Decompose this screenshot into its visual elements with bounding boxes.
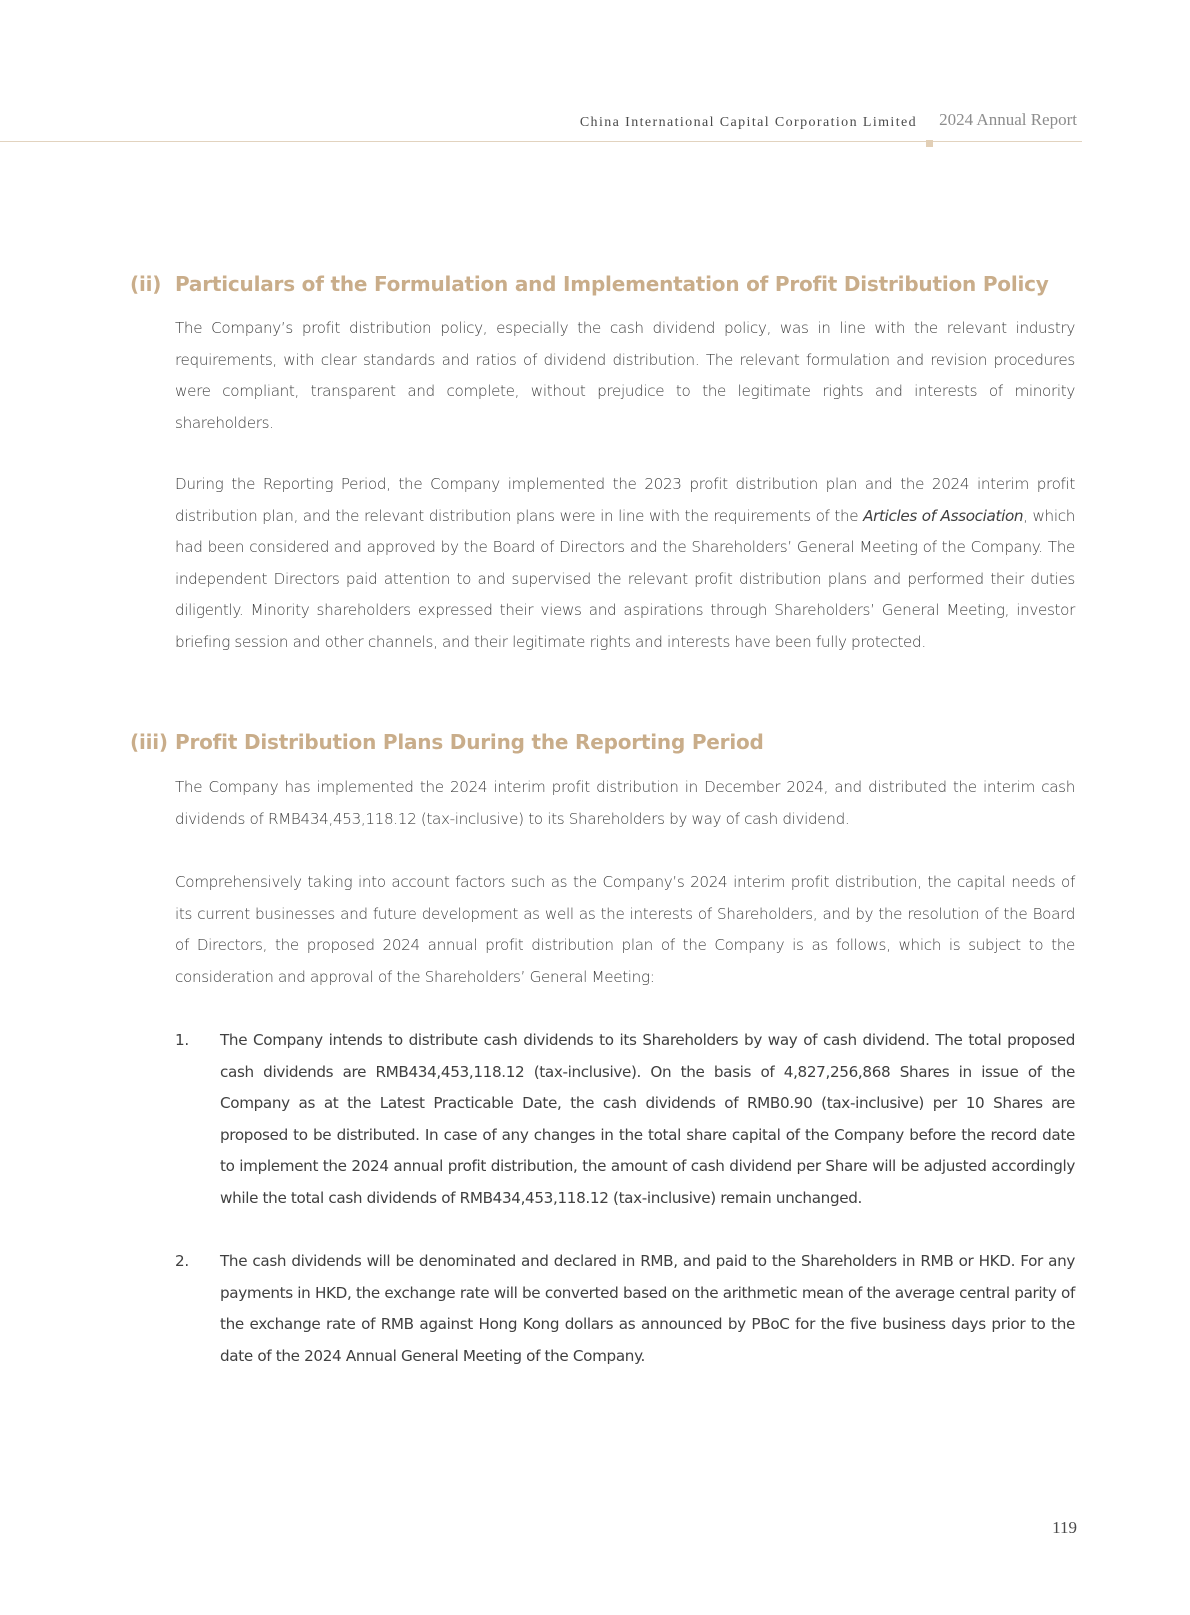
- header-square-marker-icon: [926, 140, 933, 147]
- list-item-text: The Company intends to distribute cash dividends to its Shareholders by way of cash dividend. The total proposed cash dividends are RMB434,453,118.12 (tax-inclusive). On the basis of 4,827,256,868 Shares in issue of the Company as at the Latest Practicable Date, the cash dividends of RMB0.90 (tax-inclusive) per 10 Shares are proposed to be distributed. In case of any changes in the total share capital of the Company before the record date to implement the 2024 annual profit distribution, the amount of cash dividend per Share will be adjusted accordingly while the total cash dividends of RMB434,453,118.12 (tax-inclusive) remain unchanged.: [220, 1031, 1075, 1207]
- paragraph-policy-compliance: The Company’s profit distribution policy, especially the cash dividend policy, was in line with the relevant industry requirements, with clear standards and ratios of dividend distribution. The relevant formulation and revision procedures were compliant, transparent and complete, without prejudice to the legitimate rights and interests of minority shareholders.: [175, 319, 1075, 432]
- paragraph-annual-plan-intro: Comprehensively taking into account factors such as the Company’s 2024 interim profit distribution, the capital needs of its current businesses and future development as well as the interests of Shareholders, and by the resolution of the Board of Directors, the proposed 2024 annual profit distribution plan of the Company is as follows, which is subject to the consideration and approval of the Shareholders’ General Meeting:: [175, 873, 1075, 986]
- paragraph-text: , which had been considered and approved by the Board of Directors and the Shareholders’ General Meeting of the Company. The independent Directors paid attention to and supervised the relevant profit distribution plans and performed their duties diligently. Minority shareholders expressed their views and aspirations through Shareholders’ General Meeting, investor briefing session and other channels, and their legitimate rights and interests have been fully protected.: [175, 506, 1075, 651]
- section-title: Particulars of the Formulation and Implementation of Profit Distribution Policy: [175, 272, 1049, 296]
- section-title: Profit Distribution Plans During the Reporting Period: [175, 730, 764, 754]
- header-divider: [0, 141, 1082, 142]
- section-number: (iii): [130, 730, 168, 754]
- section-heading-ii: [130, 272, 1049, 296]
- list-item-text: The cash dividends will be denominated and declared in RMB, and paid to the Shareholders in RMB or HKD. For any payments in HKD, the exchange rate will be converted based on the arithmetic mean of the average central parity of the exchange rate of RMB against Hong Kong dollars as announced by PBoC for the five business days prior to the date of the 2024 Annual General Meeting of the Company.: [220, 1252, 1075, 1365]
- section-heading-iii: [130, 730, 764, 754]
- page-number: 119: [1052, 1518, 1077, 1537]
- list-marker: 1.: [175, 1031, 189, 1049]
- header-company-name: China International Capital Corporation Limited: [579, 115, 917, 130]
- paragraph-implementation: [175, 469, 1075, 658]
- list-marker: 2.: [175, 1252, 189, 1270]
- page-header: [0, 108, 1082, 144]
- paragraph-interim-distribution: The Company has implemented the 2024 interim profit distribution in December 2024, and distributed the interim cash dividends of RMB434,453,118.12 (tax-inclusive) to its Shareholders by way of cash dividend.: [175, 778, 1075, 828]
- articles-of-association-reference: Articles of Association: [863, 506, 1024, 525]
- header-report-title: 2024 Annual Report: [939, 110, 1077, 129]
- paragraph-text: During the Reporting Period, the Company implemented the 2023 profit distribution plan and the 2024 interim profit distribution plan, and the relevant distribution plans were in line with the requirements of the: [175, 475, 1075, 525]
- section-number: (ii): [130, 272, 162, 296]
